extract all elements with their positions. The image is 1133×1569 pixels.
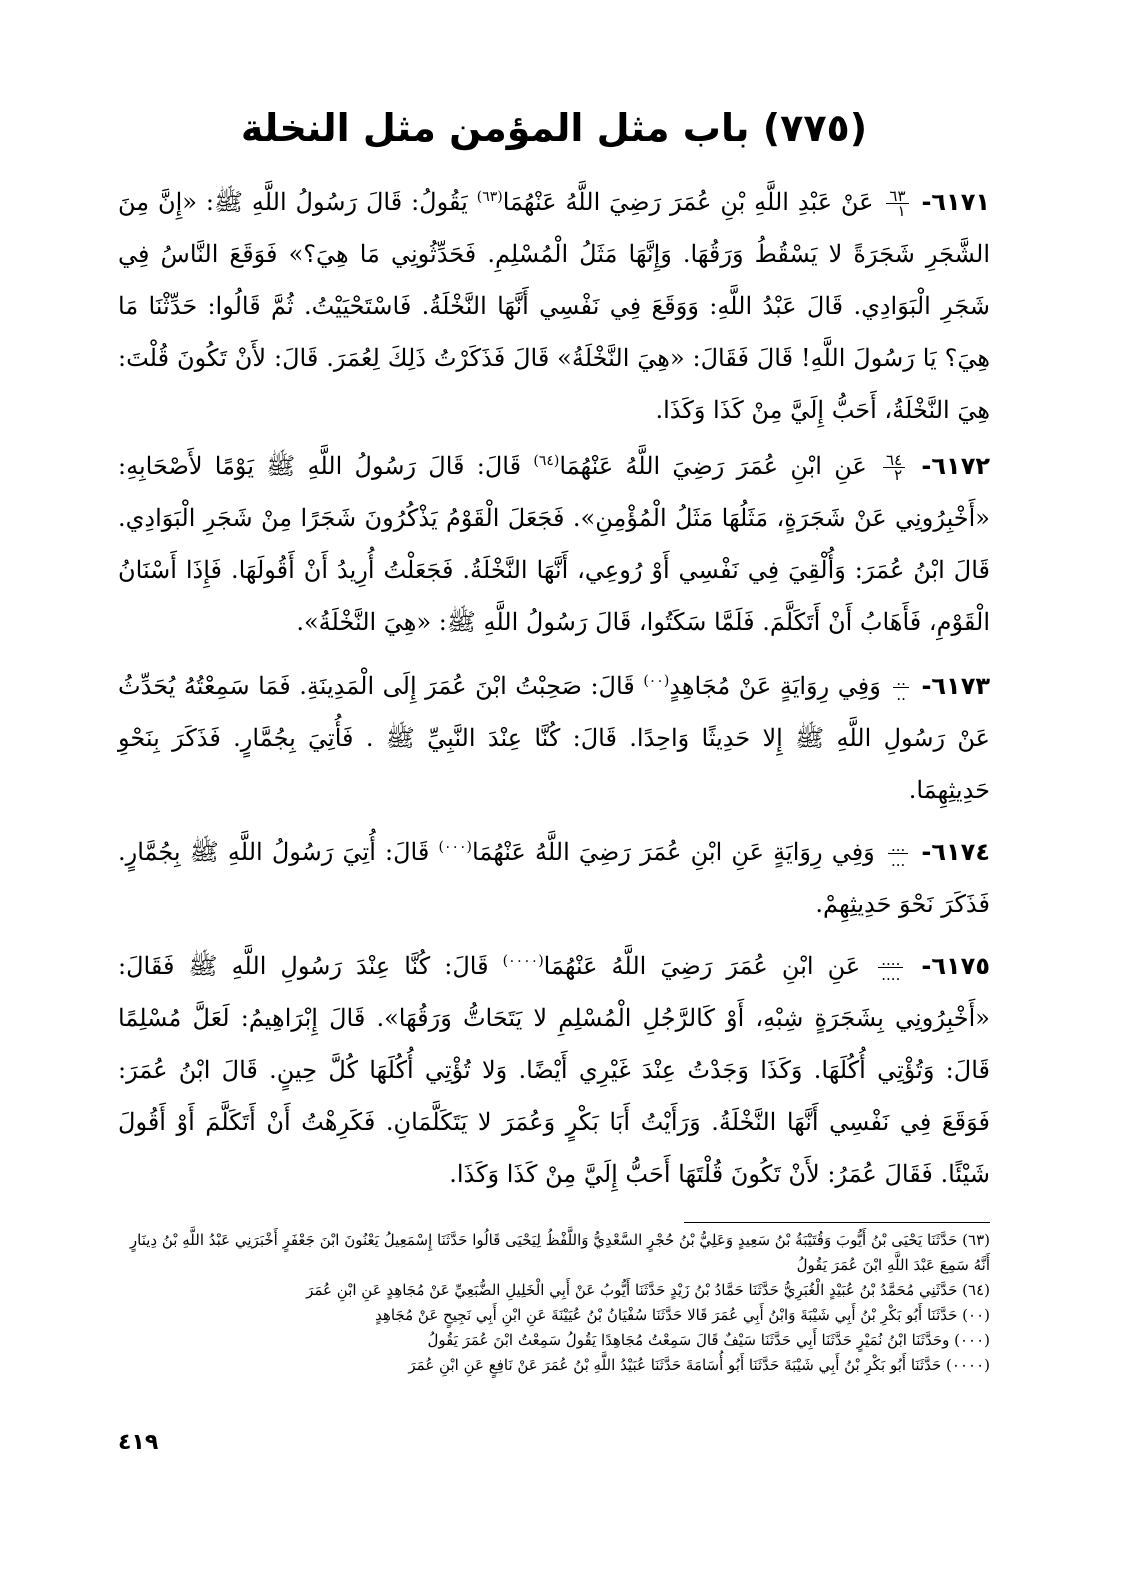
footnote-0000: (٠٠٠٠) حَدَّثَنَا أَبُو بَكْرِ بْنُ أَبِي شَيْبَةَ حَدَّثَنَا أَبُو أُسَامَةَ حَدَّثَنَا عُبَيْدُ اللَّهِ بْنُ عُمَرَ عَنْ نَافِعٍ عَنِ ابْنِ عُمَرَ	[408, 1356, 990, 1374]
footnote-64: (٦٤) حَدَّثَنِي مُحَمَّدُ بْنُ عُبَيْدٍ الْغُبَرِيُّ حَدَّثَنَا حَمَّادُ بْنُ زَيْدٍ حَدَّثَنَا أَيُّوبُ عَنْ أَبِي الْخَلِيلِ الضُّبَعِيِّ عَنْ مُجَاهِدٍ عَنِ ابْنِ عُمَرَ	[306, 1281, 990, 1299]
mark-denominator: ٢	[894, 466, 903, 484]
mark-numerator: ٦٣	[886, 189, 908, 204]
mark-denominator: ١	[897, 202, 906, 220]
narrator-chain: وَفِي رِوَايَةٍ عَنْ مُجَاهِدٍ	[669, 672, 881, 700]
footnote-00: (٠٠) حَدَّثَنَا أَبُو بَكْرِ بْنُ أَبِي شَيْبَةَ وَابْنُ أَبِي عُمَرَ قَالا حَدَّثَنَا سُفْيَانُ بْنُ عُيَيْنَةَ عَنِ ابْنِ أَبِي نَجِيحٍ عَنْ مُجَاهِدٍ	[375, 1306, 990, 1324]
narration-count-mark	[886, 189, 908, 218]
mark-denominator: ....	[881, 966, 901, 984]
mark-numerator: ..	[893, 673, 909, 688]
hadith-6174	[118, 826, 990, 930]
footnote-reference: (٦٣)	[476, 189, 503, 205]
hadith-number: ٦١٧١-	[921, 188, 990, 216]
narrator-chain: عَنْ عَبْدِ اللَّهِ بْنِ عُمَرَ رَضِيَ اللَّهُ عَنْهُمَا	[502, 188, 874, 216]
mark-numerator: ٦٤	[883, 453, 905, 468]
footnote-divider	[684, 1222, 990, 1223]
hadith-6175	[118, 940, 990, 1200]
narrator-chain: وَفِي رِوَايَةٍ عَنِ ابْنِ عُمَرَ رَضِيَ اللَّهُ عَنْهُمَا	[472, 838, 875, 866]
hadith-number: ٦١٧٥-	[921, 952, 990, 980]
book-page	[118, 0, 990, 1569]
footnote-000: (٠٠٠) وحَدَّثَنَا ابْنُ نُمَيْرٍ حَدَّثَنَا أَبِي حَدَّثَنَا سَيْفٌ قَالَ سَمِعْتُ مُجَاهِدًا يَقُولُ سَمِعْتُ ابْنَ عُمَرَ يَقُولُ	[427, 1331, 990, 1349]
hadith-number: ٦١٧٤-	[921, 838, 990, 866]
hadith-6171	[118, 176, 990, 436]
hadith-text: قَالَ: كُنَّا عِنْدَ رَسُولِ اللَّهِ ﷺ فَقَالَ: «أَخْبِرُونِي بِشَجَرَةٍ شِبْهِ، أَوْ كَالرَّجُلِ الْمُسْلِمِ لا يَتَحَاتُّ وَرَقُهَا». قَالَ إِبْرَاهِيمُ: لَعَلَّ مُسْلِمًا قَالَ: وَتُؤْتِي أُكُلَهَا. وَكَذَا وَجَدْتُ عِنْدَ غَيْرِي أَيْضًا. وَلا تُؤْتِي أُكُلَهَا كُلَّ حِينٍ. قَالَ ابْنُ عُمَرَ: فَوَقَعَ فِي نَفْسِي أَنَّهَا النَّخْلَةُ. وَرَأَيْتُ أَبَا بَكْرٍ وَعُمَرَ لا يَتَكَلَّمَانِ. فَكَرِهْتُ أَنْ أَتَكَلَّمَ أَوْ أَقُولَ شَيْئًا. فَقَالَ عُمَرُ: لأَنْ تَكُونَ قُلْتَهَا أَحَبُّ إِلَيَّ مِنْ كَذَا وَكَذَا.	[118, 952, 990, 1188]
hadith-6173	[118, 660, 990, 816]
hadith-6172	[118, 440, 990, 648]
hadith-text: يَقُولُ: قَالَ رَسُولُ اللَّهِ ﷺ: «إِنَّ مِنَ الشَّجَرِ شَجَرَةً لا يَسْقُطُ وَرَقُهَا. وَإِنَّهَا مَثَلُ الْمُسْلِمِ. فَحَدِّثُونِي مَا هِيَ؟» فَوَقَعَ النَّاسُ فِي شَجَرِ الْبَوَادِي. قَالَ عَبْدُ اللَّهِ: وَوَقَعَ فِي نَفْسِي أَنَّهَا النَّخْلَةُ. فَاسْتَحْيَيْتُ. ثُمَّ قَالُوا: حَدِّثْنَا مَا هِيَ؟ يَا رَسُولَ اللَّهِ! قَالَ فَقَالَ: «هِيَ النَّخْلَةُ» قَالَ فَذَكَرْتُ ذَلِكَ لِعُمَرَ. قَالَ: لأَنْ تَكُونَ قُلْتَ: هِيَ النَّخْلَةُ، أَحَبُّ إِلَيَّ مِنْ كَذَا وَكَذَا.	[118, 188, 990, 424]
mark-numerator: ...	[888, 839, 908, 854]
narrator-chain: عَنِ ابْنِ عُمَرَ رَضِيَ اللَّهُ عَنْهُمَا	[559, 452, 867, 480]
narration-count-mark	[878, 953, 903, 982]
footnotes	[118, 1228, 990, 1378]
footnote-reference: (٠٠٠)	[438, 839, 472, 855]
footnote-63: (٦٣) حَدَّثَنَا يَحْيَى بْنُ أَيُّوبَ وَقُتَيْبَةُ بْنُ سَعِيدٍ وَعَلِيُّ بْنُ حُجْرٍ السَّعْدِيُّ وَاللَّفْظُ لِيَحْيَى قَالُوا حَدَّثَنَا إِسْمَعِيلُ يَعْنُونَ ابْنَ جَعْفَرٍ أَخْبَرَنِي عَبْدُ اللَّهِ بْنُ دِينَارٍ أَنَّهُ سَمِعَ عَبْدَ اللَّهِ ابْنَ عُمَرَ يَقُولُ	[129, 1231, 990, 1274]
footnote-reference: (٦٤)	[533, 453, 560, 469]
narration-count-mark	[883, 453, 905, 482]
narration-count-mark	[893, 673, 909, 702]
chapter-title: (٧٧٥) باب مثل المؤمن مثل النخلة	[240, 106, 868, 150]
footnote-reference: (٠٠)	[643, 673, 670, 689]
narration-count-mark	[888, 839, 908, 868]
hadith-number: ٦١٧٣-	[921, 672, 990, 700]
hadith-text: قَالَ: قَالَ رَسُولُ اللَّهِ ﷺ يَوْمًا لأَصْحَابِهِ: «أَخْبِرُونِي عَنْ شَجَرَةٍ، مَثَلُهَا مَثَلُ الْمُؤْمِنِ». فَجَعَلَ الْقَوْمُ يَذْكُرُونَ شَجَرًا مِنْ شَجَرِ الْبَوَادِي. قَالَ ابْنُ عُمَرَ: وَأُلْقِيَ فِي نَفْسِي أَوْ رُوعِي، أَنَّهَا النَّخْلَةُ. فَجَعَلْتُ أُرِيدُ أَنْ أَقُولَهَا. فَإِذَا أَسْنَانُ الْقَوْمِ، فَأَهَابُ أَنْ أَتَكَلَّمَ. فَلَمَّا سَكَتُوا، قَالَ رَسُولُ اللَّهِ ﷺ: «هِيَ النَّخْلَةُ».	[118, 452, 990, 636]
mark-denominator: ...	[890, 852, 906, 870]
mark-numerator: ....	[878, 953, 903, 968]
hadith-text: قَالَ: أُتِيَ رَسُولُ اللَّهِ ﷺ بِجُمَّارٍ. فَذَكَرَ نَحْوَ حَدِيثِهِمْ.	[118, 838, 990, 918]
mark-denominator: ..	[896, 686, 906, 704]
page-number: ٤١٩	[118, 1430, 159, 1455]
narrator-chain: عَنِ ابْنِ عُمَرَ رَضِيَ اللَّهُ عَنْهُمَا	[543, 952, 861, 980]
hadith-text: قَالَ: صَحِبْتُ ابْنَ عُمَرَ إِلَى الْمَدِينَةِ. فَمَا سَمِعْتُهُ يُحَدِّثُ عَنْ رَسُولِ اللَّهِ ﷺ إِلا حَدِيثًا وَاحِدًا. قَالَ: كُنَّا عِنْدَ النَّبِيِّ ﷺ . فَأُتِيَ بِجُمَّارٍ. فَذَكَرَ بِنَحْوِ حَدِيثِهِمَا.	[118, 672, 990, 804]
footnote-reference: (٠٠٠٠)	[502, 953, 544, 969]
hadith-number: ٦١٧٢-	[921, 452, 990, 480]
